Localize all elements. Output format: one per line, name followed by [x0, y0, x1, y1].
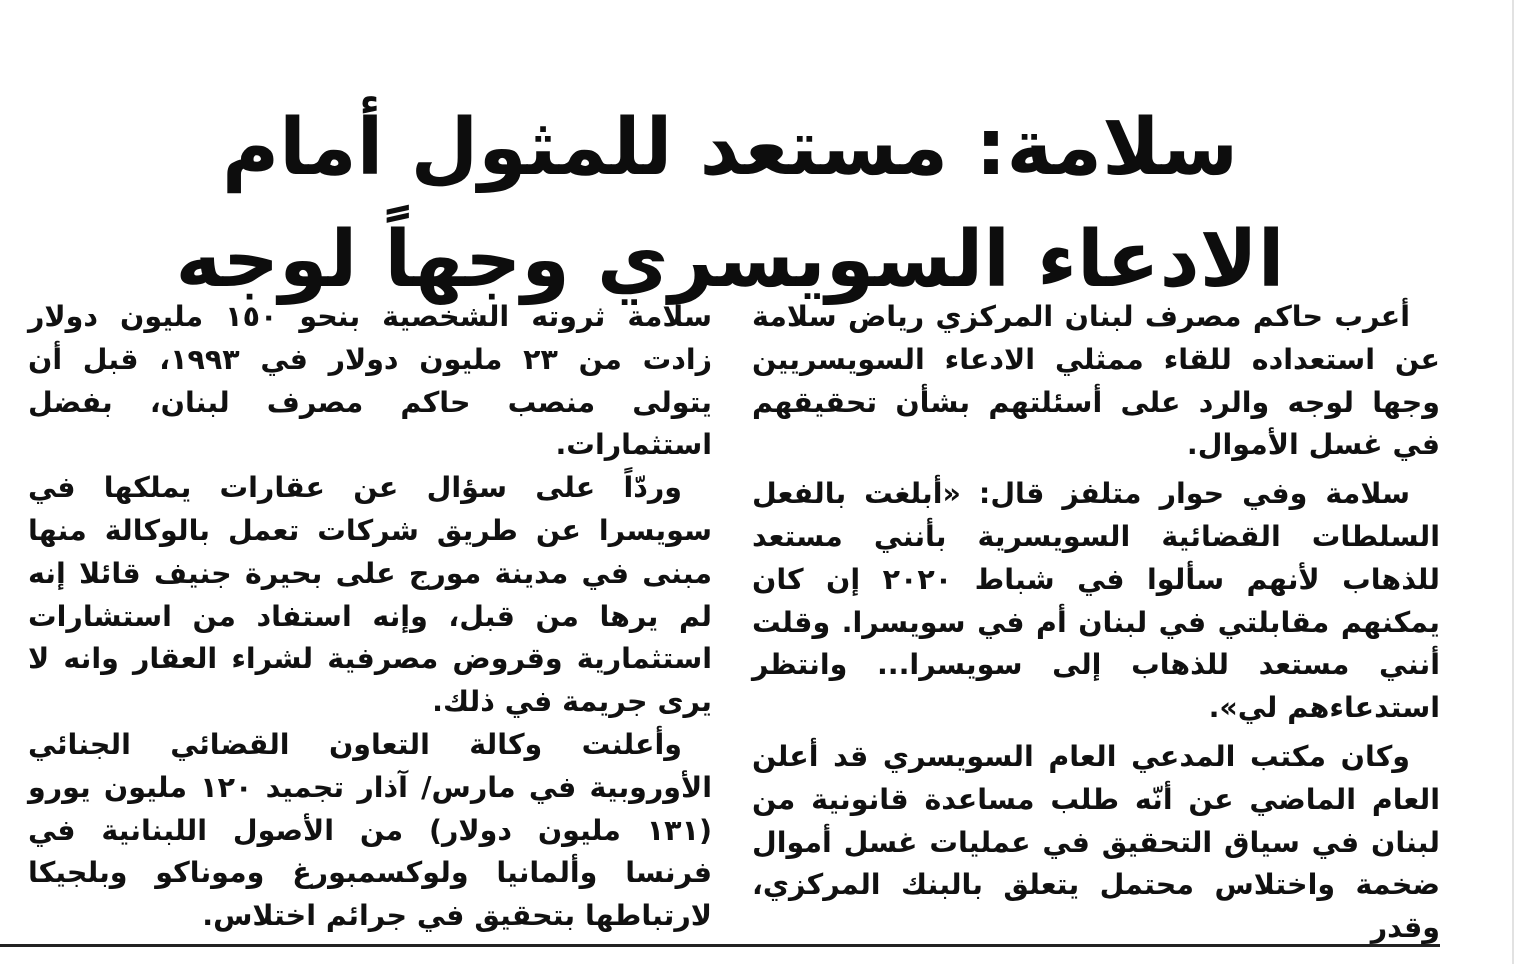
paragraph: سلامة ثروته الشخصية بنحو ١٥٠ مليون دولار زادت من ٢٣ مليون دولار في ١٩٩٣، قبل أن يتولى منصب حاكم مصرف لبنان، بفضل استثمارات. [28, 300, 713, 462]
headline-line-1: سلامة: مستعد للمثول أمام [221, 103, 1239, 194]
headline-line-2: الادعاء السويسري وجهاً لوجه [175, 215, 1285, 306]
article-column-right [752, 296, 1440, 950]
paragraph: وأعلنت وكالة التعاون القضائي الجنائي الأوروبية في مارس/ آذار تجميد ١٢٠ مليون يورو (١٣١ مليون دولار) من الأصول اللبنانية في فرنسا وألمانيا ولوكسمبورغ وموناكو وبلجيكا لارتباطها بتحقيق في جرائم اختلاس. [28, 727, 712, 933]
page-edge [1512, 0, 1514, 964]
bottom-rule [0, 944, 1440, 947]
paragraph: وردّاً على سؤال عن عقارات يملكها في سويسرا عن طريق شركات تعمل بالوكالة منها مبنى في مدينة مورج على بحيرة جنيف قائلا إنه لم يرها من قبل، وإنه استفاد من استشارات استثمارية وقروض مصرفية لشراء العقار وانه لا يرى جريمة في ذلك. [28, 471, 712, 719]
article-column-left [28, 296, 712, 938]
paragraph: وكان مكتب المدعي العام السويسري قد أعلن العام الماضي عن أنّه طلب مساعدة قانونية من لبنان في سياق التحقيق في عمليات غسل أموال ضخمة واختلاس محتمل يتعلق بالبنك المركزي، وقدر [752, 739, 1440, 945]
headline [150, 92, 1310, 316]
paragraph: سلامة وفي حوار متلفز قال: «أبلغت بالفعل السلطات القضائية السويسرية بأنني مستعد للذهاب لأنهم سألوا في شباط ٢٠٢٠ إن كان يمكنهم مقابلتي في لبنان أم في سويسرا. وقلت أنني مستعد للذهاب إلى سويسرا... وانتظر استدعاءهم لي». [752, 477, 1440, 725]
paragraph: أعرب حاكم مصرف لبنان المركزي رياض سلامة عن استعداده للقاء ممثلي الادعاء السويسريين وجها لوجه والرد على أسئلتهم بشأن تحقيقهم في غسل الأموال. [752, 300, 1440, 462]
